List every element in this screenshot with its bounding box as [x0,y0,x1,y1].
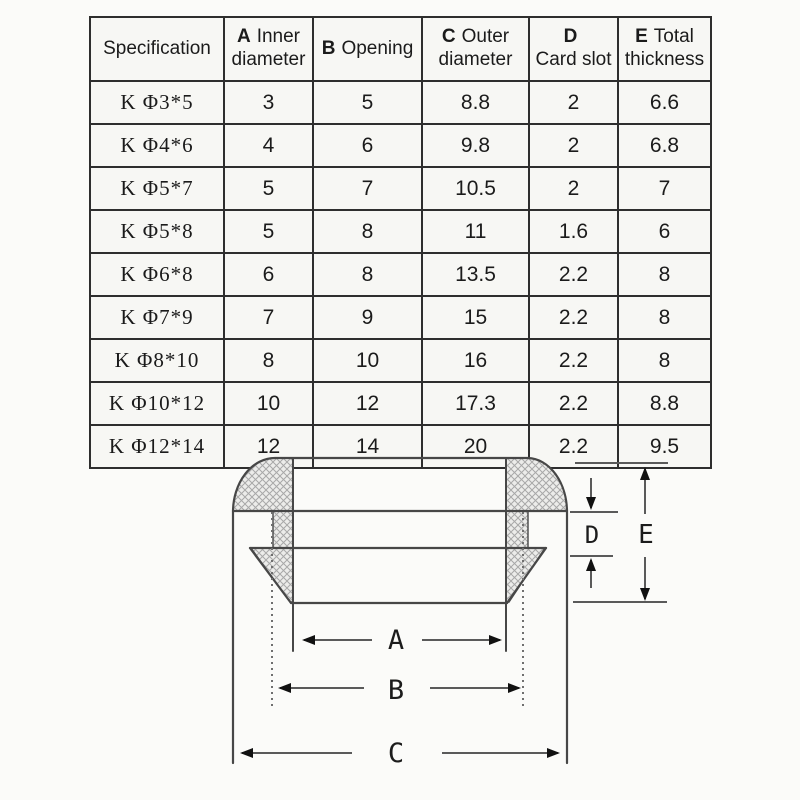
spec-cell: K Φ5*7 [90,167,224,210]
col-label: Opening [341,37,414,59]
table-row [90,382,711,425]
value-cell: 6 [618,210,711,253]
hatch-neck-right [506,511,528,548]
col-total-thickness [618,17,711,81]
value-cell: 5 [224,210,313,253]
dim-label-a: A [387,625,405,656]
value-cell: 6 [313,124,422,167]
table-row [90,81,711,124]
col-specification [90,17,224,81]
value-cell: 7 [313,167,422,210]
value-cell: 10 [224,382,313,425]
value-cell: 9.5 [618,425,711,468]
table-row [90,210,711,253]
value-cell: 13.5 [422,253,529,296]
col-label-line2: diameter [231,49,306,70]
value-cell: 8 [224,339,313,382]
value-cell: 15 [422,296,529,339]
value-cell: 10 [313,339,422,382]
value-cell: 8 [313,210,422,253]
table-row [90,339,711,382]
value-cell: 14 [313,425,422,468]
spec-cell: K Φ4*6 [90,124,224,167]
table-row [90,167,711,210]
hatched-sections [233,458,567,602]
spec-cell: K Φ7*9 [90,296,224,339]
spec-table [89,16,712,469]
value-cell: 5 [224,167,313,210]
hatch-dome-left [233,458,293,511]
spec-table-body [90,81,711,468]
col-letter: A [236,26,251,48]
col-label: Specification [103,37,211,59]
value-cell: 2 [529,81,618,124]
col-inner-diameter [224,17,313,81]
col-outer-diameter [422,17,529,81]
value-cell: 8 [618,253,711,296]
col-letter: C [441,26,456,48]
value-cell: 8 [618,339,711,382]
grommet-cross-section-diagram [0,450,800,800]
value-cell: 7 [224,296,313,339]
value-cell: 4 [224,124,313,167]
value-cell: 20 [422,425,529,468]
col-letter: E [635,26,648,48]
value-cell: 12 [313,382,422,425]
value-cell: 2.2 [529,382,618,425]
value-cell: 12 [224,425,313,468]
table-row [90,124,711,167]
value-cell: 16 [422,339,529,382]
value-cell: 2.2 [529,253,618,296]
col-letter: B [321,37,336,59]
value-cell: 9 [313,296,422,339]
table-row [90,253,711,296]
col-label: Inner [256,26,301,48]
spec-cell: K Φ6*8 [90,253,224,296]
spec-cell: K Φ3*5 [90,81,224,124]
col-label: Total [653,26,694,48]
col-letter: D [563,26,578,48]
col-opening [313,17,422,81]
spec-cell: K Φ8*10 [90,339,224,382]
spec-cell: K Φ5*8 [90,210,224,253]
value-cell: 6.8 [618,124,711,167]
value-cell: 8.8 [618,382,711,425]
table-row [90,296,711,339]
col-card-slot [529,17,618,81]
value-cell: 3 [224,81,313,124]
value-cell: 2 [529,167,618,210]
dim-label-e: E [638,520,654,550]
dim-label-d: D [584,521,600,549]
value-cell: 8 [313,253,422,296]
spec-table-header [90,17,711,81]
col-label-line2: Card slot [535,49,612,70]
value-cell: 2.2 [529,296,618,339]
value-cell: 10.5 [422,167,529,210]
header-row [90,17,711,81]
dim-label-c: C [387,738,405,769]
spec-cell: K Φ10*12 [90,382,224,425]
value-cell: 2 [529,124,618,167]
value-cell: 1.6 [529,210,618,253]
hatch-dome-right [506,458,567,511]
value-cell: 6.6 [618,81,711,124]
value-cell: 5 [313,81,422,124]
value-cell: 2.2 [529,425,618,468]
value-cell: 6 [224,253,313,296]
value-cell: 2.2 [529,339,618,382]
value-cell: 11 [422,210,529,253]
dim-label-b: B [387,675,405,706]
value-cell: 8 [618,296,711,339]
value-cell: 8.8 [422,81,529,124]
spec-cell: K Φ12*14 [90,425,224,468]
col-label: Outer [461,26,510,48]
col-label-line2: thickness [624,49,705,70]
value-cell: 9.8 [422,124,529,167]
hatch-neck-left [273,511,293,548]
value-cell: 17.3 [422,382,529,425]
col-label-line2: diameter [438,49,513,70]
value-cell: 7 [618,167,711,210]
